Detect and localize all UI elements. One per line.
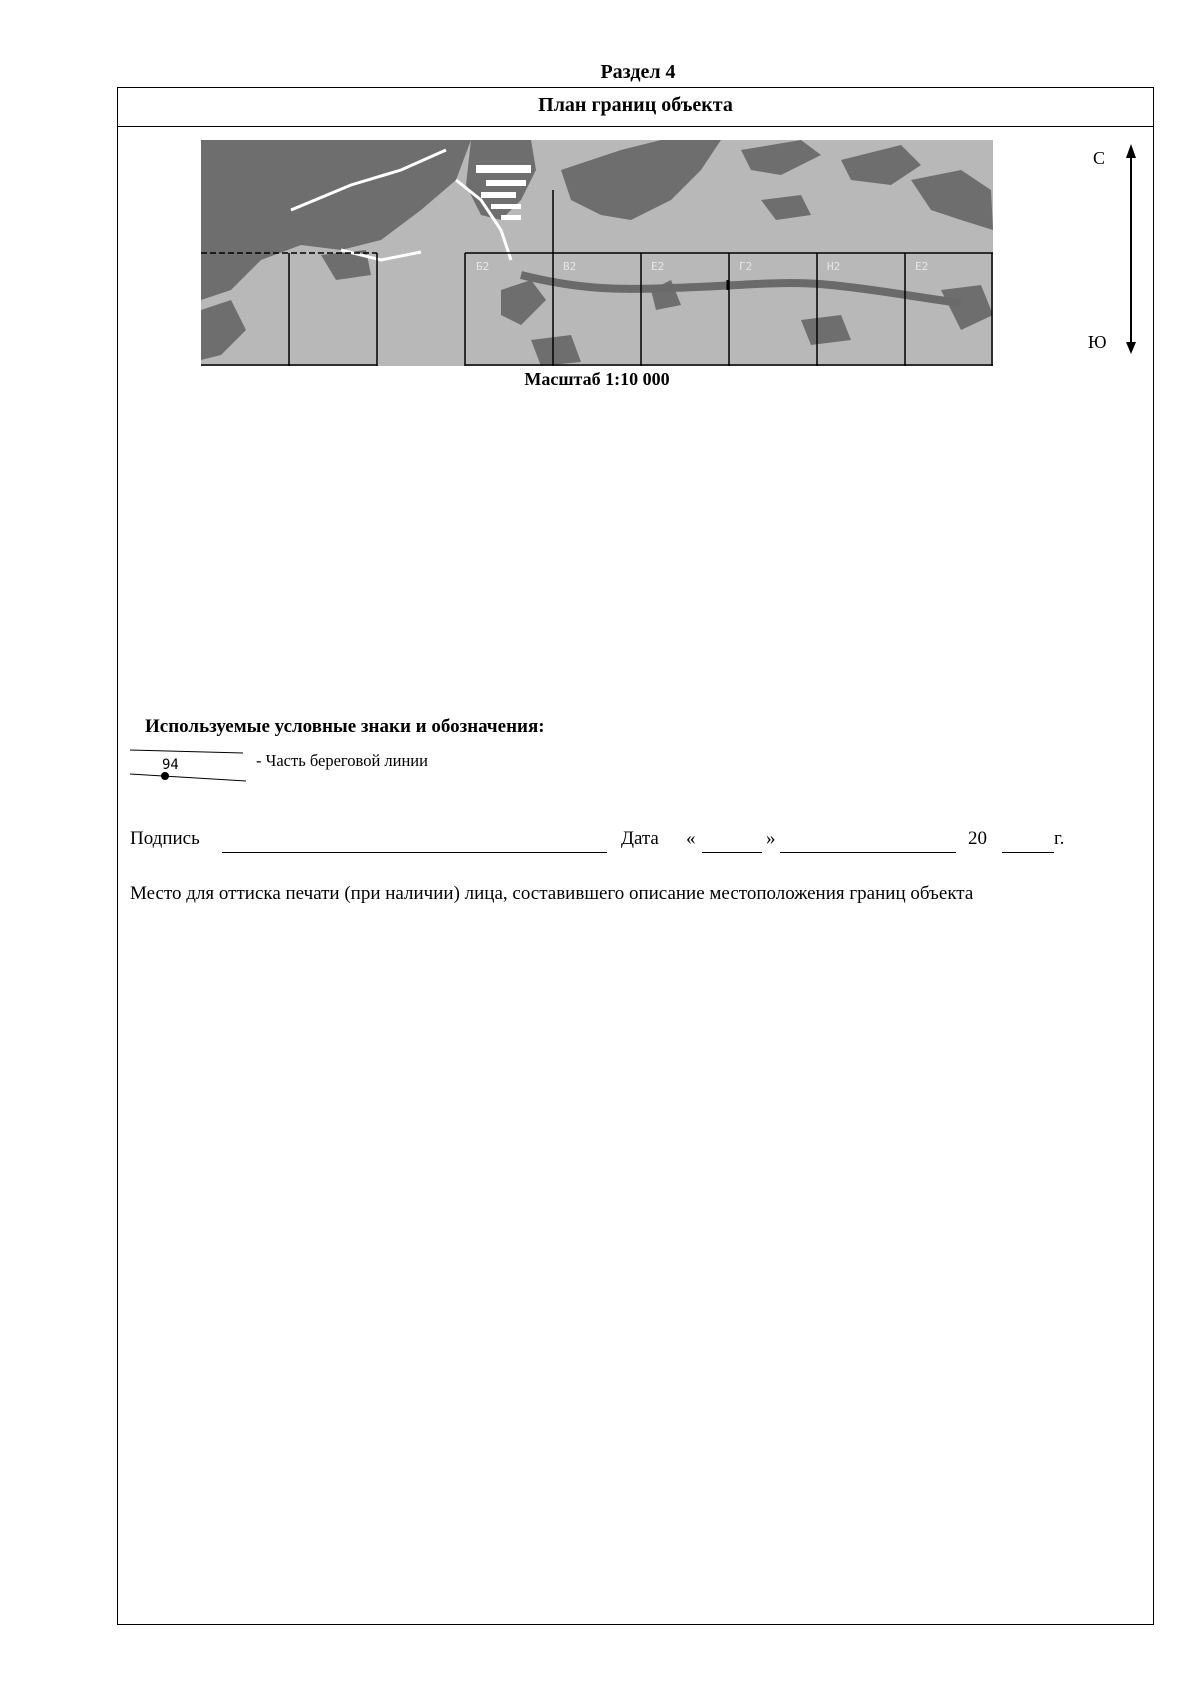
- legend-item-label: - Часть береговой линии: [256, 751, 428, 770]
- date-close-quote: »: [766, 828, 776, 849]
- river: [521, 275, 961, 303]
- sheet-label: В2: [563, 260, 577, 273]
- section-title: Раздел 4: [600, 61, 676, 83]
- document-frame: [117, 87, 1154, 1625]
- legend-symbol-label: 94: [162, 757, 179, 773]
- date-day-field[interactable]: [702, 852, 762, 853]
- sheet-label: Б2: [476, 260, 490, 273]
- date-open-quote: «: [686, 828, 696, 849]
- boundary-plan-map: [201, 140, 993, 366]
- stamp-placeholder-text: Место для оттиска печати (при наличии) лица, составившего описание местоположения границ объекта: [130, 883, 974, 904]
- scale-caption: Масштаб 1:10 000: [524, 369, 670, 389]
- compass-south-label: Ю: [1088, 332, 1107, 352]
- sheet-label: Н2: [827, 260, 841, 273]
- date-year-field[interactable]: [1002, 852, 1054, 853]
- sheet-label: Е2: [651, 260, 665, 273]
- date-label: Дата: [621, 828, 659, 849]
- legend-item: [128, 748, 628, 808]
- signature-field[interactable]: [222, 852, 607, 853]
- signature-label: Подпись: [130, 828, 200, 849]
- north-arrow-icon: [1093, 140, 1153, 360]
- sheet-label: Г2: [739, 260, 753, 273]
- map-image: [201, 140, 993, 366]
- signature-row: [130, 828, 1140, 858]
- shoreline-symbol-icon: [128, 748, 253, 798]
- legend-title: Используемые условные знаки и обозначения:: [145, 716, 545, 737]
- north-arrow: [1088, 140, 1153, 360]
- date-month-field[interactable]: [780, 852, 956, 853]
- compass-north-label: С: [1093, 148, 1106, 168]
- frame-header: План границ объекта: [118, 88, 1153, 127]
- year-prefix: 20: [968, 828, 987, 849]
- sheet-label: Е2: [915, 260, 929, 273]
- year-suffix: г.: [1054, 828, 1065, 849]
